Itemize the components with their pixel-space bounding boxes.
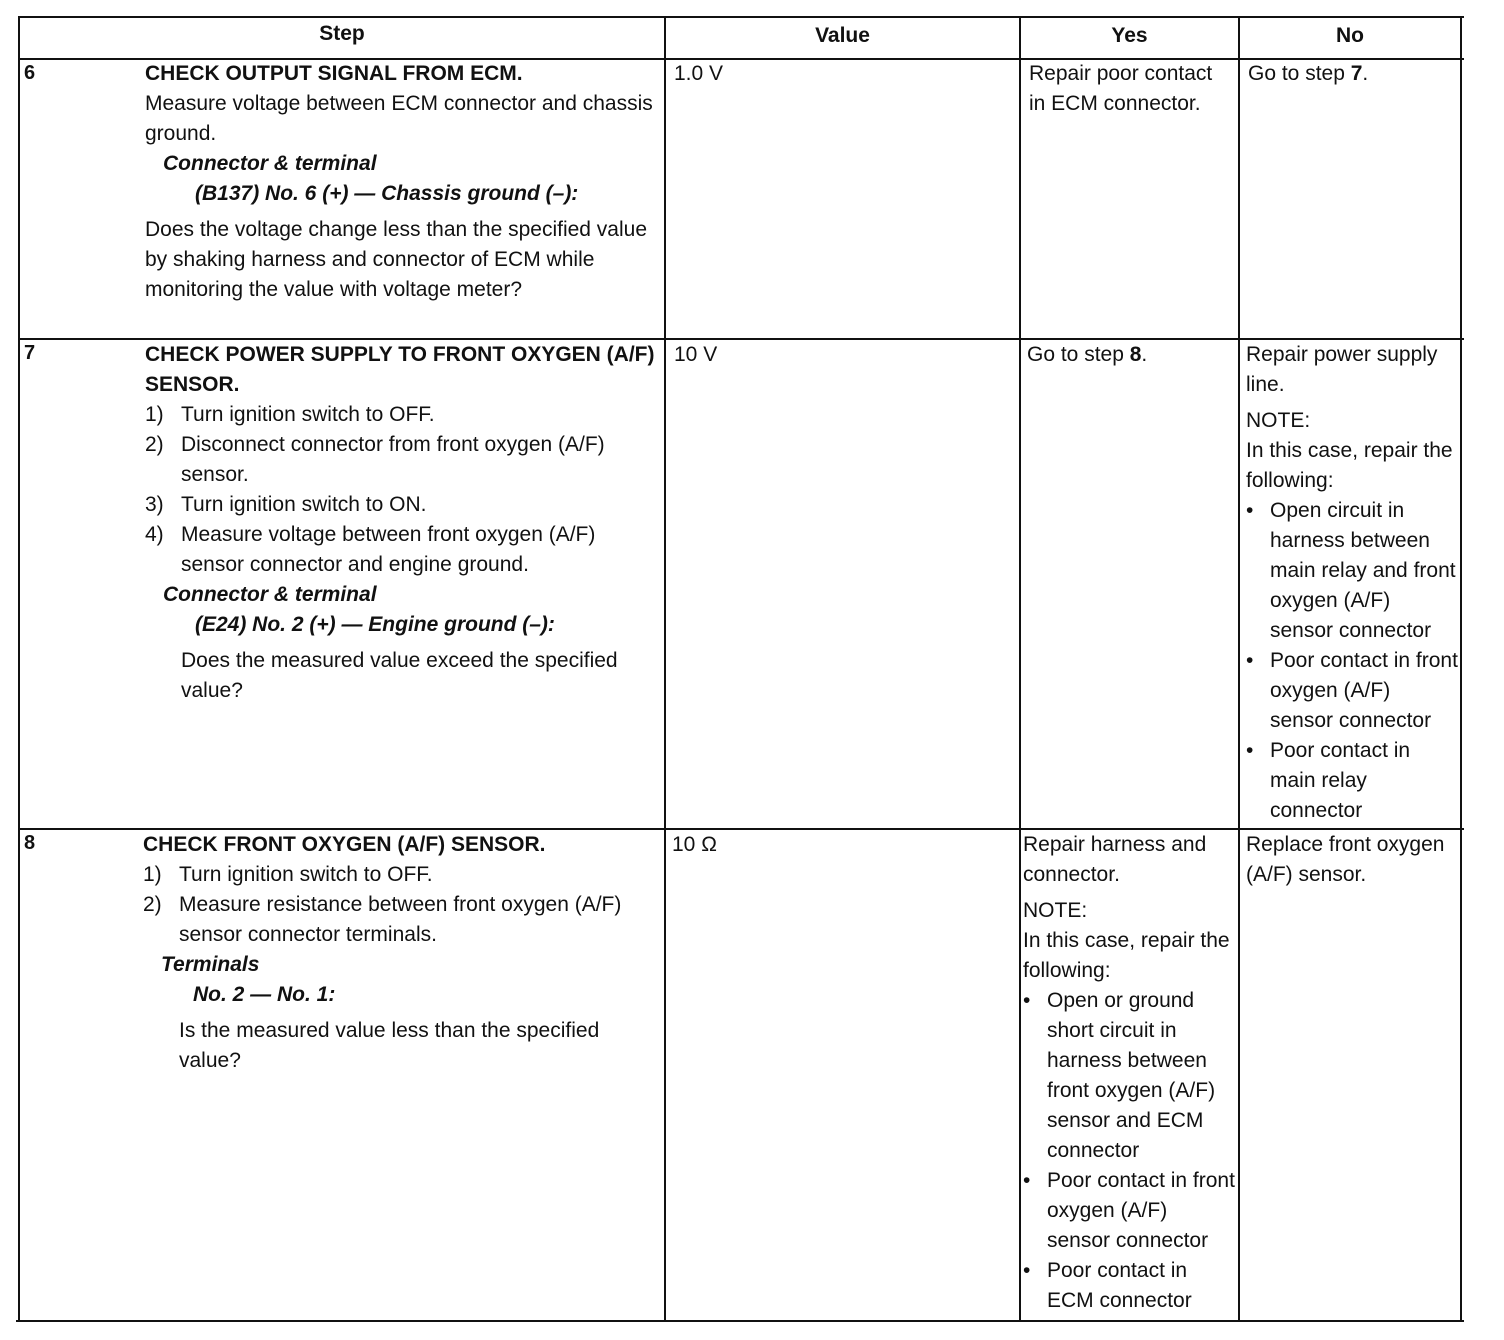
bullet-item: • Poor contact in front oxygen (A/F) sensor connector: [1023, 1166, 1235, 1256]
bullet-item: • Open or ground short circuit in harness between front oxygen (A/F) sensor and ECM connector: [1023, 986, 1235, 1166]
step-title: CHECK POWER SUPPLY TO FRONT OXYGEN (A/F) SENSOR.: [145, 343, 655, 396]
procedure-text: Turn ignition switch to OFF.: [179, 863, 433, 886]
step-8-content: [143, 830, 661, 1076]
value-cell: 1.0 V: [674, 62, 724, 85]
bullet-text: Open or ground short circuit in harness between front oxygen (A/F) sensor and ECM connector: [1047, 989, 1216, 1162]
procedure-item: [143, 860, 661, 890]
yes-text-end: .: [1141, 343, 1148, 366]
procedure-text: Turn ignition switch to OFF.: [181, 403, 435, 426]
bullet-text: Open circuit in harness between main relay and front oxygen (A/F) sensor connector: [1270, 499, 1456, 642]
yes-cell: [1023, 830, 1235, 1316]
bullet-text: Poor contact in front oxygen (A/F) sensor connector: [1047, 1169, 1235, 1252]
step-title: CHECK FRONT OXYGEN (A/F) SENSOR.: [143, 833, 546, 856]
step-reference: 7: [1350, 62, 1363, 85]
no-text-end: .: [1362, 62, 1369, 85]
step-6-content: [145, 59, 661, 305]
yes-main-text: Repair harness and connector.: [1023, 833, 1207, 886]
yes-cell: [1027, 340, 1232, 370]
bullet-item: • Poor contact in main relay connector: [1246, 736, 1458, 826]
step-question: Is the measured value less than the specified value?: [179, 1019, 600, 1072]
header-no: No: [1336, 24, 1364, 47]
connector-label: Terminals: [161, 953, 260, 976]
procedure-item: [145, 430, 661, 490]
value-cell: 10 Ω: [672, 833, 717, 856]
col-divider-value-yes: [1019, 16, 1021, 1322]
table-border-right: [1460, 16, 1462, 1322]
table-border-top: [18, 16, 1464, 18]
procedure-text: Turn ignition switch to ON.: [181, 493, 427, 516]
connector-label: Connector & terminal: [163, 583, 377, 606]
bullet-item: • Poor contact in ECM connector: [1023, 1256, 1235, 1316]
procedure-number: 3): [145, 493, 164, 516]
procedure-item: [145, 490, 661, 520]
col-divider-yes-no: [1238, 16, 1240, 1322]
no-cell: Replace front oxygen (A/F) sensor.: [1246, 833, 1445, 886]
connector-label: Connector & terminal: [163, 152, 377, 175]
procedure-text: Disconnect connector from front oxygen (A/F) sensor.: [181, 433, 605, 486]
step-7-content: [145, 340, 661, 706]
procedure-item: [143, 890, 661, 950]
no-text: Go to step: [1248, 62, 1351, 85]
note-text: In this case, repair the following:: [1023, 929, 1230, 982]
connector-value: No. 2 — No. 1:: [193, 983, 336, 1006]
no-main-text: Repair power supply line.: [1246, 343, 1438, 396]
table-border-left: [18, 16, 20, 1322]
step-question: Does the voltage change less than the specified value by shaking harness and connector of ECM while monitoring the value with voltage meter?: [145, 218, 648, 301]
connector-value: (B137) No. 6 (+) — Chassis ground (–):: [195, 182, 579, 205]
header-yes: Yes: [1111, 24, 1148, 47]
no-cell: [1248, 59, 1456, 89]
procedure-number: 4): [145, 523, 164, 546]
procedure-number: 1): [145, 403, 164, 426]
procedure-number: 1): [143, 863, 162, 886]
note-label: NOTE:: [1246, 409, 1311, 432]
table-border-bottom: [16, 1320, 1464, 1322]
header-value: Value: [815, 24, 870, 47]
bullet-item: • Open circuit in harness between main relay and front oxygen (A/F) sensor connector: [1246, 496, 1458, 646]
procedure-text: Measure voltage between front oxygen (A/F) sensor connector and engine ground.: [181, 523, 596, 576]
bullet-text: Poor contact in front oxygen (A/F) sensor connector: [1270, 649, 1458, 732]
note-text: In this case, repair the following:: [1246, 439, 1453, 492]
step-number: 6: [24, 62, 36, 84]
step-number: 8: [24, 832, 36, 854]
step-intro: Measure voltage between ECM connector and chassis ground.: [145, 92, 653, 145]
step-question: Does the measured value exceed the specified value?: [181, 649, 618, 702]
connector-value: (E24) No. 2 (+) — Engine ground (–):: [195, 613, 555, 636]
bullet-item: • Poor contact in front oxygen (A/F) sensor connector: [1246, 646, 1458, 736]
procedure-item: [145, 400, 661, 430]
note-label: NOTE:: [1023, 899, 1088, 922]
procedure-text: Measure resistance between front oxygen (A/F) sensor connector terminals.: [179, 893, 622, 946]
col-divider-step-value: [664, 16, 666, 1322]
bullet-text: Poor contact in ECM connector: [1047, 1259, 1192, 1312]
procedure-number: 2): [145, 433, 164, 456]
step-reference: 8: [1129, 343, 1142, 366]
procedure-number: 2): [143, 893, 162, 916]
bullet-text: Poor contact in main relay connector: [1270, 739, 1411, 822]
yes-cell: Repair poor contact in ECM connector.: [1029, 62, 1213, 115]
step-number: 7: [24, 342, 36, 364]
header-step: Step: [319, 22, 365, 45]
yes-text: Go to step: [1027, 343, 1130, 366]
procedure-item: [145, 520, 661, 580]
step-title: CHECK OUTPUT SIGNAL FROM ECM.: [145, 62, 523, 85]
no-cell: [1246, 340, 1458, 826]
value-cell: 10 V: [674, 343, 718, 366]
